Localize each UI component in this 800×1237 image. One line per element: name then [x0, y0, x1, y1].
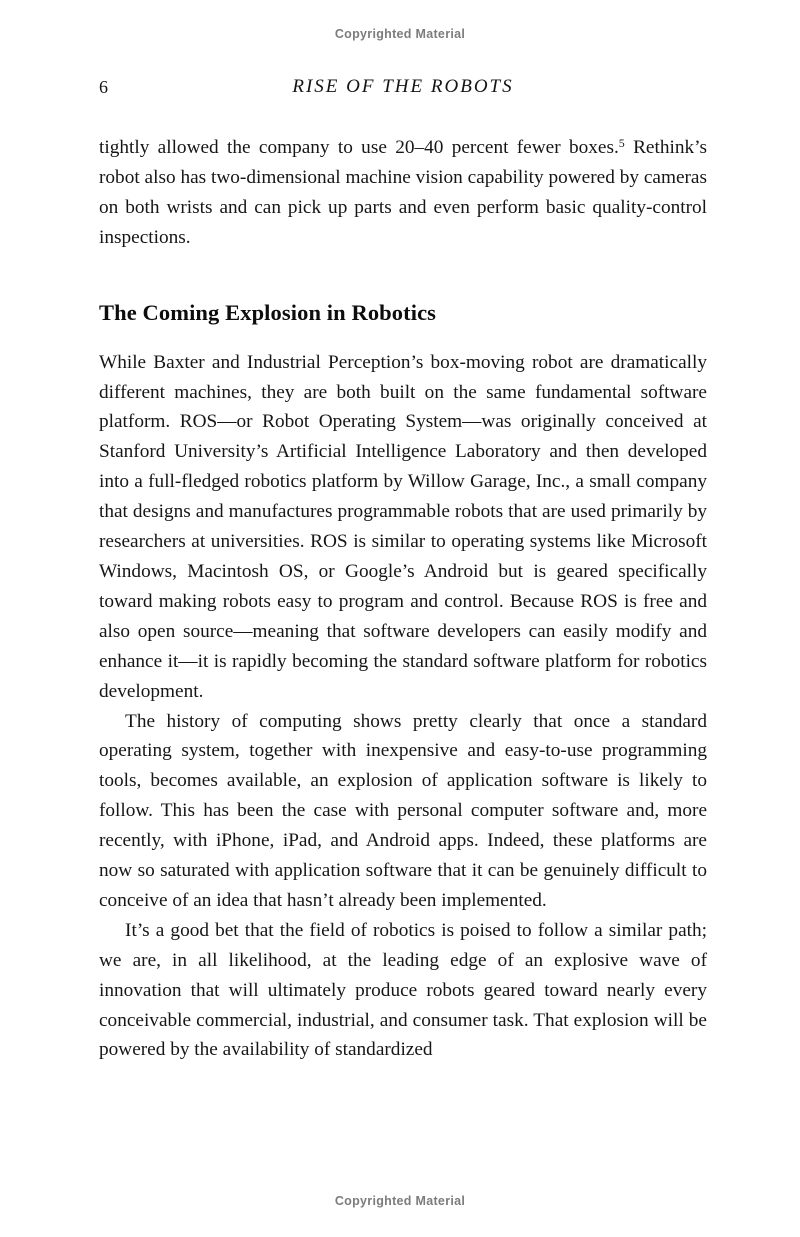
- spacer-above-heading: [99, 253, 707, 298]
- section-heading: The Coming Explosion in Robotics: [99, 299, 437, 325]
- running-head: [99, 74, 707, 100]
- paragraph-history-of-computing: The history of computing shows pretty clearly that once a standard operating system, together with inexpensive and easy-to-use programming tools, becomes available, an explosion of application software is likely to follow. This has been the case with personal computer software and, more recently, with iPhone, iPad, and Android apps. Indeed, these platforms are now so saturated with application software that it can be genuinely difficult to conceive of an idea that hasn’t already been implemented.: [99, 710, 707, 911]
- footnote-marker: 5: [618, 135, 625, 150]
- paragraph-continuation: [99, 133, 707, 253]
- running-head-title: RISE OF THE ROBOTS: [292, 76, 514, 97]
- text-column: [99, 133, 707, 1065]
- spacer-below-heading: [99, 327, 707, 348]
- paragraph-robotics-outlook: It’s a good bet that the field of robotics is poised to follow a similar path; we are, in all likelihood, at the leading edge of an explosive wave of innovation that will ultimately produce robots geared toward nearly every conceivable commercial, industrial, and consumer task. That explosion will be powered by the availability of standardized: [99, 919, 707, 1061]
- paragraph-text-before-note: tightly allowed the company to use 20–40 percent fewer boxes.: [99, 137, 619, 158]
- paragraph-ros-platform: While Baxter and Industrial Perception’s box-moving robot are dramatically different machines, they are both built on the same fundamental software platform. ROS—or Robot Operating System—was originally conceived at Stanford University’s Artificial Intelligence Laboratory and then developed into a full-fledged robotics platform by Willow Garage, Inc., a small company that designs and manufactures programmable robots that are used primarily by researchers at universities. ROS is similar to operating systems like Microsoft Windows, Macintosh OS, or Google’s Android but is geared specifically toward making robots easy to program and control. Because ROS is free and also open source—meaning that software developers can easily modify and enhance it—it is rapidly becoming the standard software platform for robotics development.: [99, 351, 707, 702]
- page-number: 6: [99, 77, 108, 97]
- copyright-watermark-top: Copyrighted Material: [334, 27, 466, 41]
- copyright-watermark-bottom: Copyrighted Material: [334, 1194, 466, 1208]
- paragraph-text-after-note: Rethink’s robot also has two-dimensional machine vision capability powered by cameras on both wrists and can pick up parts and even perform basic quality-control inspections.: [99, 137, 707, 248]
